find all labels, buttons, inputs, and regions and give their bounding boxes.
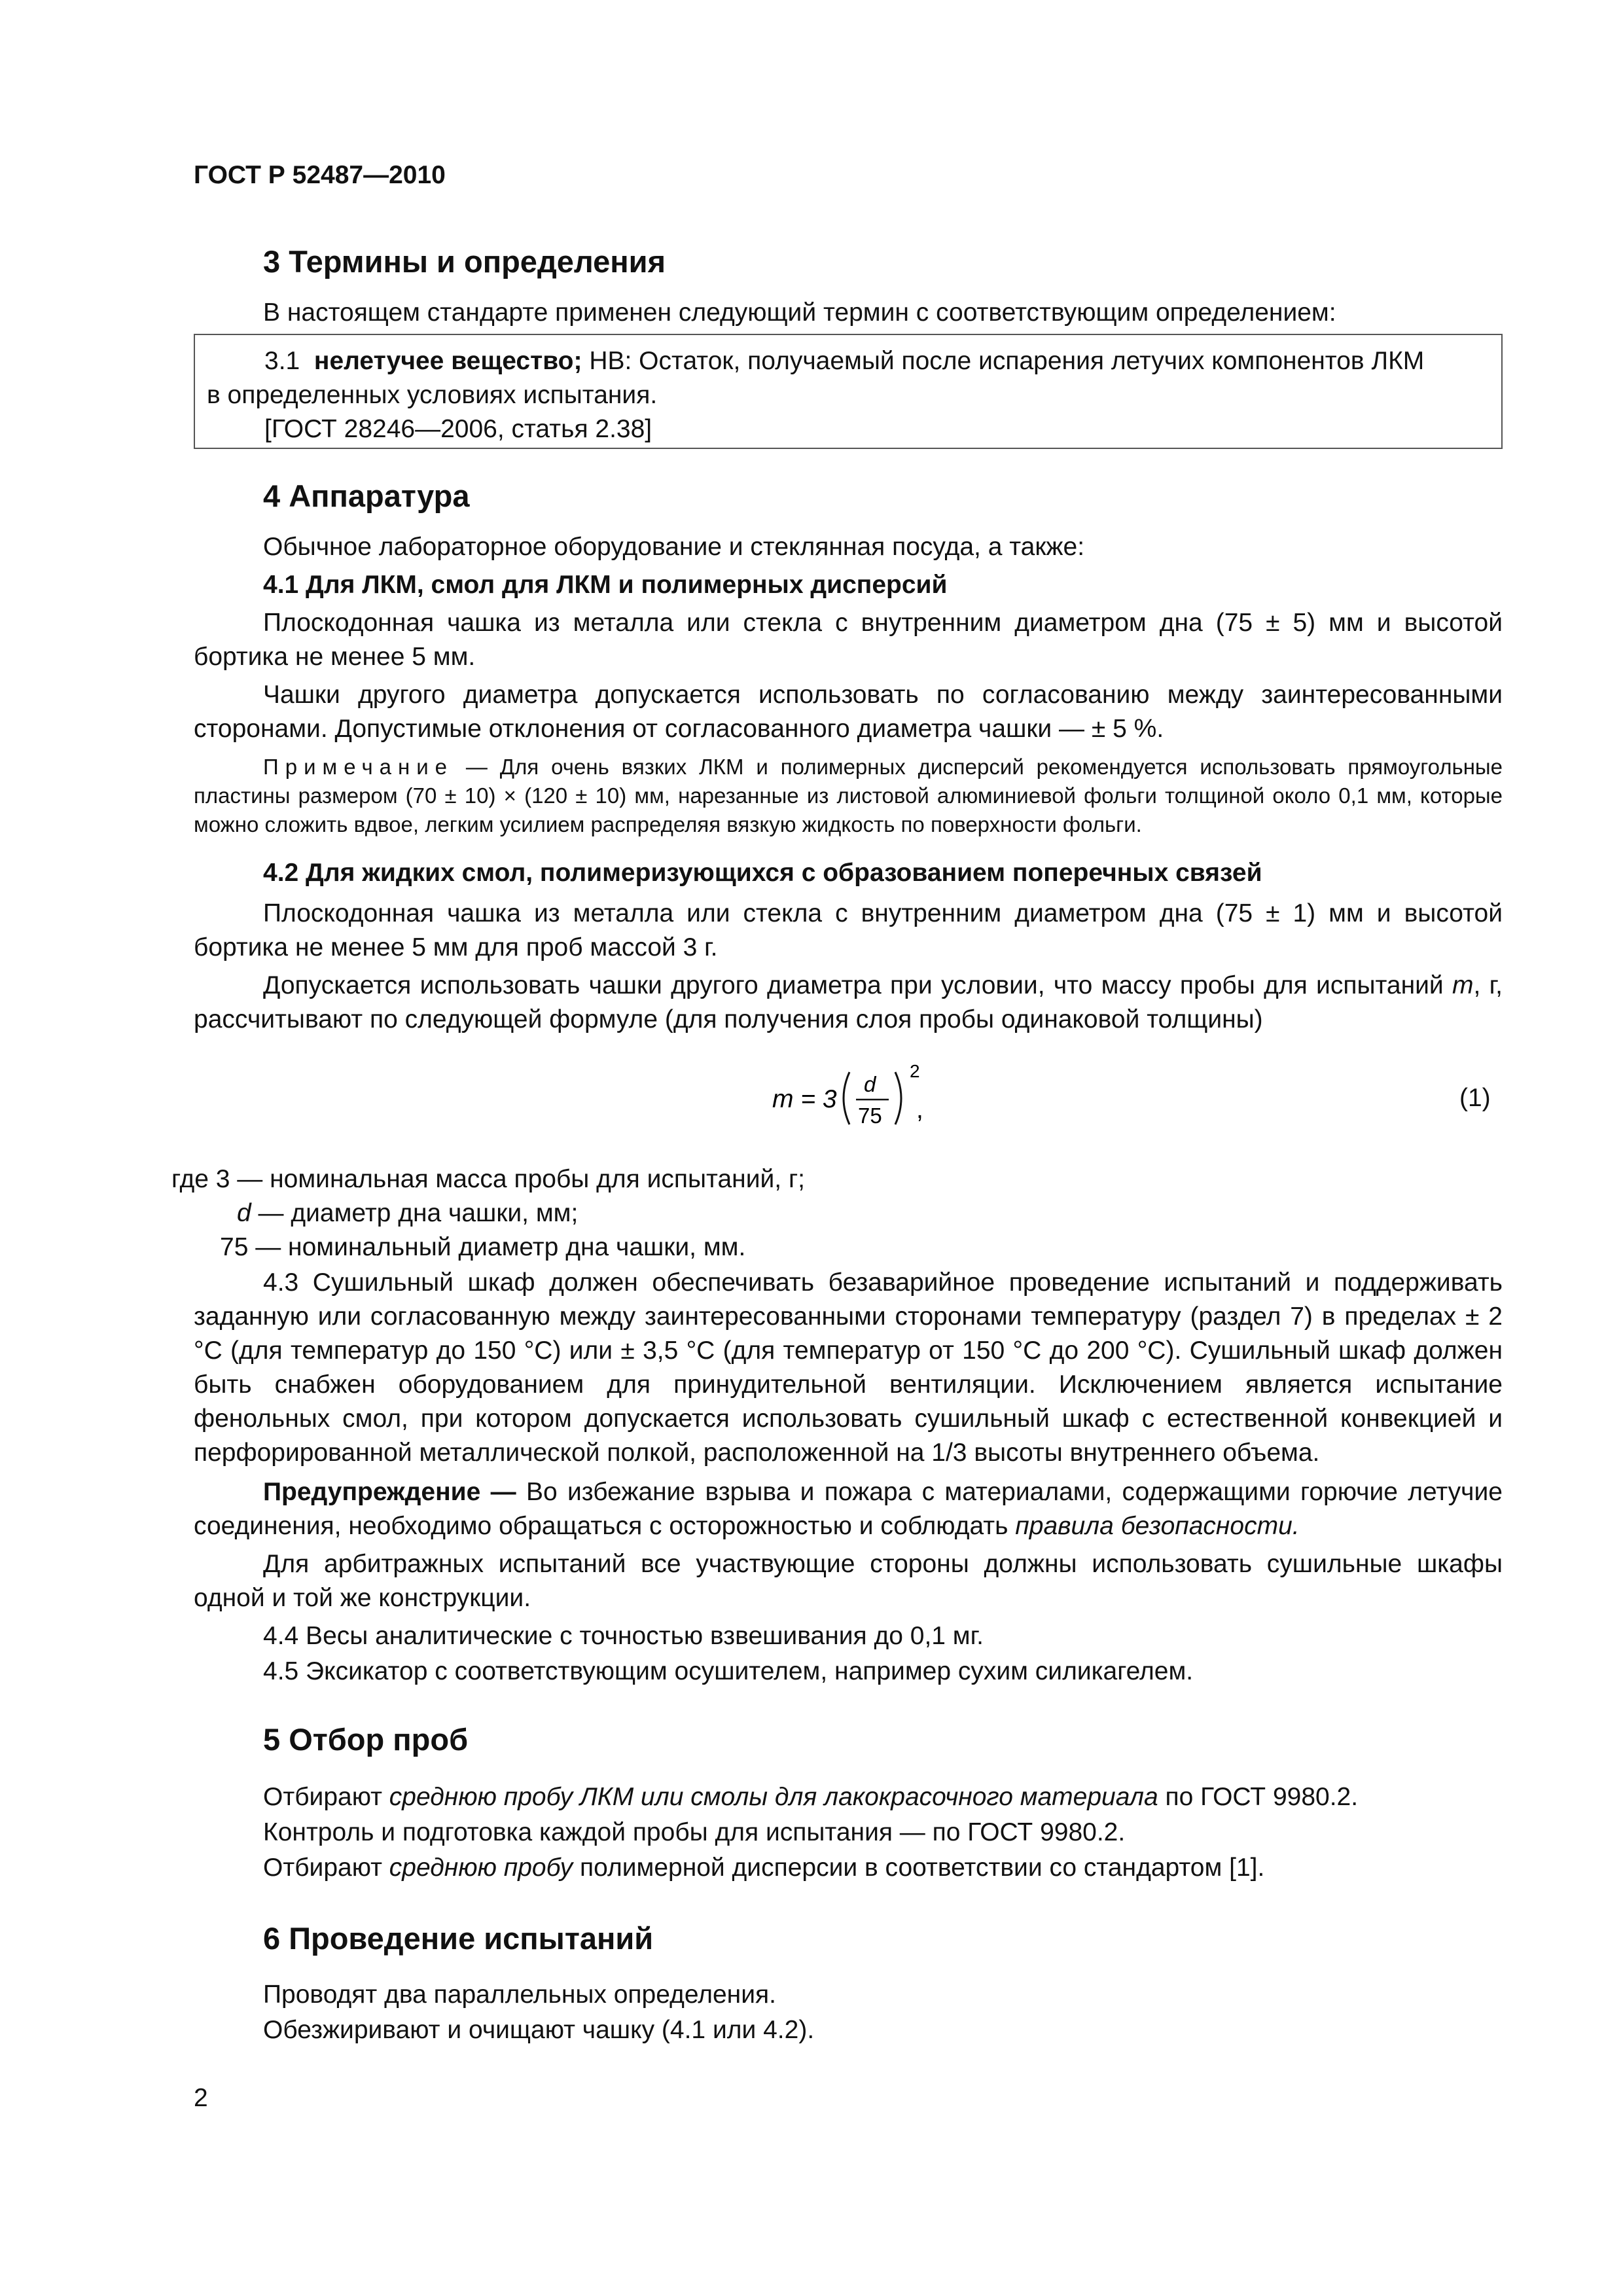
paragraph-4-2-b-part1: Допускается использовать чашки другого диаметра при условии, что массу пробы для испытаний [263, 971, 1453, 999]
paragraph-4-2-b-part2: , г, рассчитывают по следующей формуле (для получения слоя пробы одинаковой толщины) [194, 971, 1503, 1033]
section-3-heading: 3 Термины и определения [263, 244, 666, 279]
section-5-line-1-b: по ГОСТ 9980.2. [1158, 1783, 1359, 1811]
section-5-heading: 5 Отбор проб [263, 1722, 469, 1757]
paragraph-4-5: 4.5 Эксикатор с соответствующим осушителем, например сухим силикагелем. [263, 1657, 1194, 1685]
paragraph-4-1-a: Плоскодонная чашка из металла или стекла с внутренним диаметром дна (75 ± 5) мм и высотой бортика не менее 5 мм. [194, 609, 1503, 671]
section-6-line-2: Обезжиривают и очищают чашку (4.1 или 4.2). [263, 2016, 815, 2044]
document-header: ГОСТ Р 52487—2010 [194, 161, 446, 189]
warning-italic: правила безопасности. [1015, 1512, 1300, 1540]
formula-1 [772, 1059, 942, 1138]
section-4-intro: Обычное лабораторное оборудование и стеклянная посуда, а также: [263, 533, 1085, 561]
paragraph-4-2-a: Плоскодонная чашка из металла или стекла с внутренним диаметром дна (75 ± 1) мм и высотой бортика не менее 5 мм для проб массой 3 г. [194, 899, 1503, 961]
definition-reference: [ГОСТ 28246—2006, статья 2.38] [264, 415, 652, 443]
section-6-heading: 6 Проведение испытаний [263, 1921, 654, 1956]
definition-box [194, 334, 1503, 449]
section-5-line-3-italic: среднюю пробу [389, 1854, 573, 1882]
formula-denominator: 75 [858, 1103, 882, 1128]
paragraph-4-4: 4.4 Весы аналитические с точностью взвешивания до 0,1 мг. [263, 1622, 984, 1650]
paragraph-4-2-b [194, 969, 1503, 1037]
formula-numerator: d [864, 1072, 876, 1096]
formula-lhs: m = 3 [772, 1085, 837, 1113]
definition-text: НВ: Остаток, получаемый после испарения летучих компонентов ЛКМ [582, 347, 1425, 375]
warning-label: Предупреждение — [263, 1478, 516, 1506]
paragraph-4-3: 4.3 Сушильный шкаф должен обеспечивать безаварийное проведение испытаний и поддерживать заданную или согласованную между заинтересованными сторонами температуру (раздел 7) в пределах ± 2 °С (для температур до 150 °С) или ± 3,5 °С (для температур от 150 °С до 200 °С). Сушильный шкаф должен быть снабжен оборудованием для принудительной вентиляции. Исключением является испытание фенольных смол, при котором допускается использовать сушильный шкаф с естественной конвекцией и перфорированной металлической полкой, расположенной на 1/3 высоты внутреннего объема. [194, 1268, 1503, 1467]
note-text: — Для очень вязких ЛКМ и полимерных дисперсий рекомендуется использовать прямоугольные пластины размером (70 ± 10) × (120 ± 10) мм, нарезанные из листовой алюминиевой фольги толщиной около 0,1 мм, которые можно сложить вдвое, легким усилием распределяя вязкую жидкость по поверхности фольги. [194, 755, 1503, 836]
definition-number: 3.1 [264, 347, 300, 375]
where-line-2-text: — диаметр дна чашки, мм; [251, 1199, 579, 1227]
section-5-line-3-a: Отбирают [263, 1854, 389, 1882]
section-4-heading: 4 Аппаратура [263, 478, 470, 513]
warning-paragraph [194, 1475, 1503, 1543]
formula-number: (1) [1459, 1084, 1491, 1112]
section-5-line-1 [263, 1780, 1358, 1814]
section-3-intro: В настоящем стандарте применен следующий термин с соответствующим определением: [263, 298, 1336, 327]
section-5-line-1-italic: среднюю пробу ЛКМ или смолы для лакокрасочного материала [389, 1783, 1158, 1811]
section-5-line-3-b: полимерной дисперсии в соответствии со стандартом [1]. [573, 1854, 1265, 1882]
paragraph-4-1-b: Чашки другого диаметра допускается использовать по согласованию между заинтересованными сторонами. Допустимые отклонения от согласованного диаметра чашки — ± 5 %. [194, 681, 1503, 743]
section-5-line-1-a: Отбирают [263, 1783, 389, 1811]
definition-line-1 [264, 344, 1495, 378]
subsection-4-1-heading: 4.1 Для ЛКМ, смол для ЛКМ и полимерных дисперсий [263, 571, 948, 599]
where-line-1: где 3 — номинальная масса пробы для испытаний, г; [171, 1165, 806, 1193]
warning-text: Во избежание взрыва и пожара с материалами, содержащими горючие летучие соединения, необходимо обращаться с осторожностью и соблюдать [194, 1478, 1503, 1540]
note-label: Примечание [263, 755, 454, 779]
page-number: 2 [194, 2084, 208, 2112]
section-5-line-3 [263, 1851, 1264, 1885]
section-5-line-2: Контроль и подготовка каждой пробы для испытания — по ГОСТ 9980.2. [263, 1818, 1126, 1846]
where-line-3: 75 — номинальный диаметр дна чашки, мм. [220, 1233, 746, 1261]
subsection-4-2-heading: 4.2 Для жидких смол, полимеризующихся с образованием поперечных связей [263, 859, 1262, 887]
definition-line-2: в определенных условиях испытания. [207, 381, 658, 409]
definition-term: нелетучее вещество; [313, 347, 582, 375]
section-6-line-1: Проводят два параллельных определения. [263, 1981, 776, 2009]
formula-comma: , [916, 1096, 923, 1124]
note-block [194, 753, 1503, 839]
formula-exponent: 2 [910, 1061, 920, 1081]
variable-d: d [237, 1199, 251, 1227]
arbitration-paragraph: Для арбитражных испытаний все участвующие стороны должны использовать сушильные шкафы одной и той же конструкции. [194, 1550, 1503, 1612]
where-line-2 [237, 1196, 578, 1230]
variable-m: m [1452, 971, 1474, 999]
